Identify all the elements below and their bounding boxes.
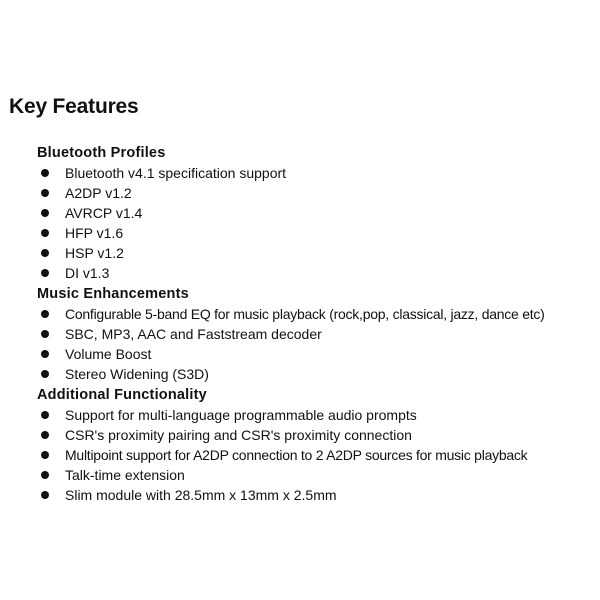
bullet-icon: [41, 411, 49, 419]
list-item-text: HFP v1.6: [65, 225, 124, 241]
bullet-icon: [41, 431, 49, 439]
list-item-text: HSP v1.2: [65, 245, 124, 261]
bullet-icon: [41, 249, 49, 257]
bullet-icon: [41, 330, 49, 338]
feature-list: [37, 405, 597, 505]
bullet-icon: [41, 229, 49, 237]
bullet-icon: [41, 491, 49, 499]
section-heading: Music Enhancements: [37, 286, 189, 302]
bullet-icon: [41, 310, 49, 318]
list-item: [37, 243, 597, 263]
bullet-icon: [41, 169, 49, 177]
list-item-text: Stereo Widening (S3D): [65, 366, 209, 382]
list-item: [37, 163, 597, 183]
bullet-icon: [41, 471, 49, 479]
list-item-text: Bluetooth v4.1 specification support: [65, 165, 287, 181]
list-item: [37, 405, 597, 425]
list-item: [37, 425, 597, 445]
page-title: Key Features: [9, 95, 139, 118]
list-item: [37, 304, 597, 324]
bullet-icon: [41, 370, 49, 378]
list-item-text: CSR's proximity pairing and CSR's proximity connection: [65, 427, 412, 443]
section-heading: Additional Functionality: [37, 387, 207, 403]
bullet-icon: [41, 269, 49, 277]
list-item: [37, 364, 597, 384]
bullet-icon: [41, 350, 49, 358]
list-item: [37, 324, 597, 344]
list-item-text: Slim module with 28.5mm x 13mm x 2.5mm: [65, 487, 337, 503]
feature-list: [37, 163, 597, 283]
bullet-icon: [41, 209, 49, 217]
list-item: [37, 223, 597, 243]
section-bluetooth-profiles: [37, 143, 597, 283]
list-item-text: Multipoint support for A2DP connection to 2 A2DP sources for music playback: [65, 447, 528, 463]
list-item-text: Talk-time extension: [65, 467, 185, 483]
bullet-icon: [41, 189, 49, 197]
list-item: [37, 445, 597, 465]
list-item-text: Configurable 5-band EQ for music playback (rock,pop, classical, jazz, dance etc): [65, 306, 545, 322]
bullet-icon: [41, 451, 49, 459]
list-item: [37, 465, 597, 485]
list-item-text: AVRCP v1.4: [65, 205, 143, 221]
list-item-text: DI v1.3: [65, 265, 110, 281]
section-additional-functionality: [37, 385, 597, 505]
list-item-text: A2DP v1.2: [65, 185, 132, 201]
list-item: [37, 263, 597, 283]
section-music-enhancements: [37, 284, 597, 384]
list-item-text: Volume Boost: [65, 346, 152, 362]
list-item-text: Support for multi-language programmable audio prompts: [65, 407, 417, 423]
list-item-text: SBC, MP3, AAC and Faststream decoder: [65, 326, 322, 342]
list-item: [37, 485, 597, 505]
list-item: [37, 203, 597, 223]
list-item: [37, 344, 597, 364]
feature-list: [37, 304, 597, 384]
section-heading: Bluetooth Profiles: [37, 145, 166, 161]
list-item: [37, 183, 597, 203]
